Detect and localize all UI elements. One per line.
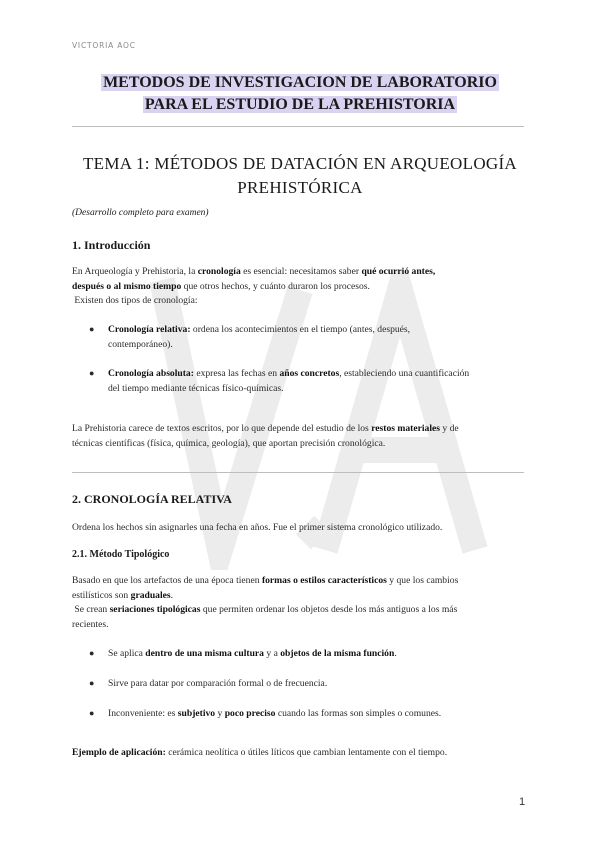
section2-paragraph-1: Ordena los hechos sin asignarles una fecha en años. Fue el primer sistema cronológico utilizado. <box>72 522 443 533</box>
section2-paragraph-2: Basado en que los artefactos de una época tienen formas o estilos característicos y que los cambios estilísticos son graduales. Se crean seriaciones tipológicas que permiten ordenar los objetos desde los más antiguos a los más recientes. <box>72 575 459 630</box>
example-paragraph: Ejemplo de aplicación: cerámica neolítica o útiles líticos que cambian lentamente con el tiempo. <box>72 747 448 758</box>
bullet-icon: ● <box>89 368 95 378</box>
intro-paragraph-3: La Prehistoria carece de textos escritos, por lo que depende del estudio de los restos materiales y de técnicas científicas (física, química, geología), que aportan precisión cronológica. <box>72 423 459 449</box>
list-item: ● Sirve para datar por comparación formal o de frecuencia. <box>89 678 328 689</box>
bullet-icon: ● <box>89 324 95 334</box>
divider <box>72 472 524 473</box>
intro-paragraph-1: En Arqueología y Prehistoria, la cronología es esencial: necesitamos saber qué ocurrió antes, después o al mismo tiempo que otros hechos, y cuánto duraron los procesos. Existen dos tipos de cronología: <box>72 266 436 306</box>
tema-title <box>72 152 528 200</box>
document-title <box>72 72 528 116</box>
bullet-icon: ● <box>89 648 95 658</box>
tema-title-line-2: PREHISTÓRICA <box>237 178 363 197</box>
title-line-1: METODOS DE INVESTIGACION DE LABORATORIO <box>103 74 497 91</box>
tema-title-line-1: TEMA 1: MÉTODOS DE DATACIÓN EN ARQUEOLOGÍA <box>82 154 518 173</box>
section2-heading: 2. CRONOLOGÍA RELATIVA <box>72 492 232 506</box>
bullet-icon: ● <box>89 708 95 718</box>
list-item: ● Inconveniente: es subjetivo y poco preciso cuando las formas son simples o comunes. <box>89 708 442 719</box>
divider <box>72 126 524 127</box>
bullet-icon: ● <box>89 678 95 688</box>
intro-heading: 1. Introducción <box>72 238 151 252</box>
list-item: ● Se aplica dentro de una misma cultura y a objetos de la misma función. <box>89 648 397 659</box>
method-heading: 2.1. Método Tipológico <box>72 549 170 560</box>
page-number: 1 <box>519 796 526 808</box>
author-signature: VICTORIA AOC <box>72 41 136 50</box>
exam-note: (Desarrollo completo para examen) <box>72 208 209 218</box>
title-line-2: PARA EL ESTUDIO DE LA PREHISTORIA <box>144 96 456 113</box>
intro-paragraph-2: Existen dos tipos de cronología: <box>74 295 198 306</box>
list-item: ● Cronología relativa: ordena los acontecimientos en el tiempo (antes, después, contemporáneo). <box>89 324 411 350</box>
list-item: ● Cronología absoluta: expresa las fechas en años concretos, estableciendo una cuantificación del tiempo mediante técnicas físico-químicas. <box>89 368 470 394</box>
